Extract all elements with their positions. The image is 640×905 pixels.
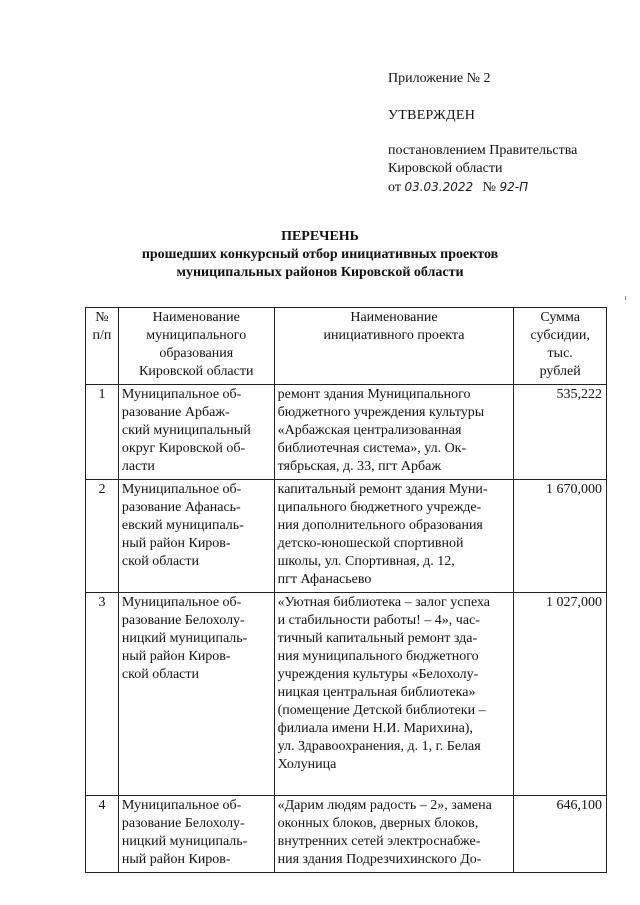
table-row: [86, 480, 607, 593]
title-line: прошедших конкурсный отбор инициативных проектов: [141, 247, 499, 262]
row-municipality: Муниципальное об- разование Афанась- евский муниципаль- ный район Киров- ской области: [118, 480, 274, 593]
resolution-line: Кировской области: [388, 161, 503, 176]
appendix-label: Приложение № 2: [388, 71, 491, 86]
row-project: «Уютная библиотека – залог успеха и стабильности работы! – 4», час- тичный капитальный ремонт зда- ния муниципального бюджетного учреждения культуры «Белохолу- ницкая центральная библиотека» (помещение Детской библиотеки – филиала имени Н.И. Марихина), ул. Здравоохранения, д. 1, г. Белая Холуница: [274, 593, 514, 796]
title-line: муниципальных районов Кировской области: [176, 265, 464, 280]
date-prefix: от: [388, 180, 401, 195]
row-project: «Дарим людям радость – 2», замена оконных блоков, дверных блоков, внутренних сетей электроснабже- ния здания Подрезчихинского До-: [274, 796, 514, 873]
number-prefix: №: [482, 180, 497, 195]
table-row: [86, 796, 607, 873]
projects-table: [85, 307, 607, 873]
row-project: ремонт здания Муниципального бюджетного учреждения культуры «Арбажская централизованная библиотечная система», ул. Ок- тябрьская, д. 33, пгт Арбаж: [274, 385, 514, 480]
approved-label: УТВЕРЖДЕН: [388, 108, 476, 123]
row-municipality: Муниципальное об- разование Арбаж- ский муниципальный округ Кировской об- ласти: [118, 385, 274, 480]
resolution-date-line: [388, 178, 577, 196]
header-municipality: Наименование муниципального образования Кировской области: [118, 308, 274, 385]
header-project: Наименование инициативного проекта: [274, 308, 514, 385]
table-row: [86, 385, 607, 480]
row-number: 4: [86, 796, 119, 873]
table-row: [86, 593, 607, 796]
header-number: № п/п: [86, 308, 119, 385]
row-amount: 1 027,000: [514, 593, 607, 796]
scan-mark: [625, 296, 626, 300]
row-project: капитальный ремонт здания Муни- ципального бюджетного учрежде- ния дополнительного образования детско-юношеской спортивной школы, ул. Спортивная, д. 12, пгт Афанасьево: [274, 480, 514, 593]
header-amount: Сумма субсидии, тыс. рублей: [514, 308, 607, 385]
row-number: 1: [86, 385, 119, 480]
row-amount: 1 670,000: [514, 480, 607, 593]
resolution-line: постановлением Правительства: [388, 143, 578, 158]
document-title: [0, 228, 640, 282]
row-amount: 646,100: [514, 796, 607, 873]
row-number: 3: [86, 593, 119, 796]
resolution-number: 92-П: [499, 180, 529, 194]
row-number: 2: [86, 480, 119, 593]
title-line: ПЕРЕЧЕНЬ: [281, 229, 359, 244]
table-header-row: [86, 308, 607, 385]
row-municipality: Муниципальное об- разование Белохолу- ницкий муниципаль- ный район Киров- ской области: [118, 593, 274, 796]
row-amount: 535,222: [514, 385, 607, 480]
resolution-block: [388, 142, 577, 196]
resolution-date: 03.03.2022: [404, 180, 474, 194]
row-municipality: Муниципальное об- разование Белохолу- ницкий муниципаль- ный район Киров-: [118, 796, 274, 873]
